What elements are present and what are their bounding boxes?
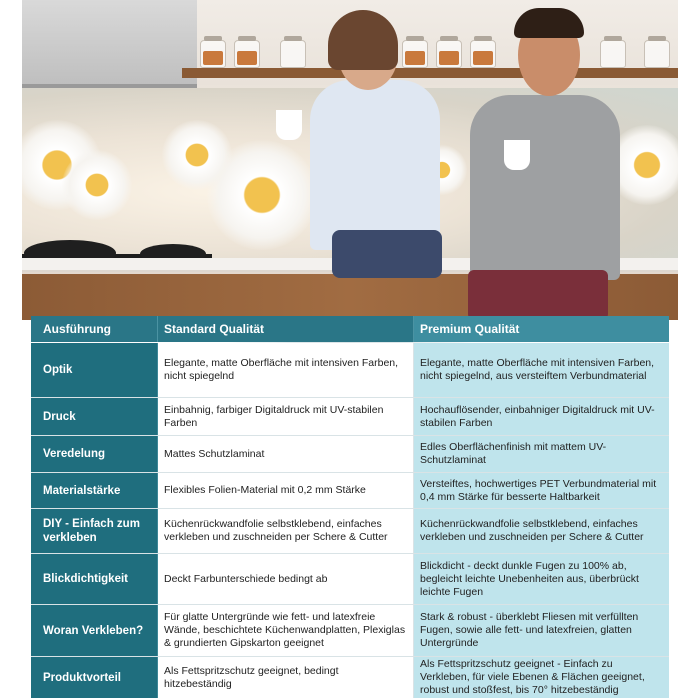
jar (402, 40, 428, 68)
man (470, 95, 620, 280)
table-header-row (31, 316, 669, 343)
jar (600, 40, 626, 68)
premium-cell: Hochauflösender, einbahniger Digitaldruck mit UV-stabilen Farben (414, 398, 669, 435)
header-premium: Premium Qualität (414, 316, 669, 342)
jar (470, 40, 496, 68)
premium-cell: Stark & robust - überklebt Fliesen mit verfüllten Fugen, sowie alle fett- und latexfreien, glatten Untergründe (414, 605, 669, 656)
jar (200, 40, 226, 68)
premium-cell: Blickdicht - deckt dunkle Fugen zu 100% ab, begleicht leichte Unebenheiten aus, überbrückt leichte Fugen (414, 554, 669, 604)
jar (280, 40, 306, 68)
header-ausfuehrung: Ausführung (31, 316, 158, 342)
woman (310, 80, 440, 250)
standard-cell: Als Fettspritzschutz geeignet, bedingt hitzebeständig (158, 657, 414, 698)
table-row (31, 554, 669, 605)
kitchen-photo (22, 0, 678, 320)
daisy (62, 150, 132, 220)
standard-cell: Elegante, matte Oberfläche mit intensiven Farben, nicht spiegelnd (158, 343, 414, 397)
jar (234, 40, 260, 68)
row-label: Druck (31, 398, 158, 435)
standard-cell: Deckt Farbunterschiede bedingt ab (158, 554, 414, 604)
row-label: Produktvorteil (31, 657, 158, 698)
header-standard: Standard Qualität (158, 316, 414, 342)
range-hood (22, 0, 197, 88)
row-label: Veredelung (31, 436, 158, 472)
comparison-table (31, 316, 669, 698)
table-row (31, 398, 669, 436)
table-row (31, 509, 669, 554)
mug (276, 110, 302, 140)
premium-cell: Küchenrückwandfolie selbstklebend, einfaches verkleben und zuschneiden per Schere & Cutter (414, 509, 669, 553)
jar (436, 40, 462, 68)
row-label: Optik (31, 343, 158, 397)
row-label: DIY - Einfach zum verkleben (31, 509, 158, 553)
premium-cell: Als Fettspritzschutz geeignet - Einfach zu Verkleben, für viele Ebenen & Flächen geeignet, robust und stoßfest, bis 70° hitzebeständig (414, 657, 669, 698)
row-label: Blickdichtigkeit (31, 554, 158, 604)
row-label: Materialstärke (31, 473, 158, 508)
premium-cell: Edles Oberflächenfinish mit mattem UV-Schutzlaminat (414, 436, 669, 472)
standard-cell: Mattes Schutzlaminat (158, 436, 414, 472)
man-hair (514, 8, 584, 38)
table-row (31, 605, 669, 657)
standard-cell: Küchenrückwandfolie selbstklebend, einfaches verkleben und zuschneiden per Schere & Cutter (158, 509, 414, 553)
table-row (31, 657, 669, 698)
table-row (31, 436, 669, 473)
table-row (31, 473, 669, 509)
mug (504, 140, 530, 170)
standard-cell: Einbahnig, farbiger Digitaldruck mit UV-stabilen Farben (158, 398, 414, 435)
spice-shelf (182, 68, 678, 78)
premium-cell: Versteiftes, hochwertiges PET Verbundmaterial mit 0,4 mm Stärke für besserte Haltbarkeit (414, 473, 669, 508)
man-pajama-pants (468, 270, 608, 320)
row-label: Woran Verkleben? (31, 605, 158, 656)
daisy (162, 120, 232, 190)
jar (644, 40, 670, 68)
woman-shorts (332, 230, 442, 278)
standard-cell: Für glatte Untergründe wie fett- und latexfreie Wände, beschichtete Küchenwandplatten, Plexiglas & grundierten Gipskarton geeignet (158, 605, 414, 656)
standard-cell: Flexibles Folien-Material mit 0,2 mm Stärke (158, 473, 414, 508)
table-row (31, 343, 669, 398)
premium-cell: Elegante, matte Oberfläche mit intensiven Farben, nicht spiegelnd, aus versteiftem Verbundmaterial (414, 343, 669, 397)
